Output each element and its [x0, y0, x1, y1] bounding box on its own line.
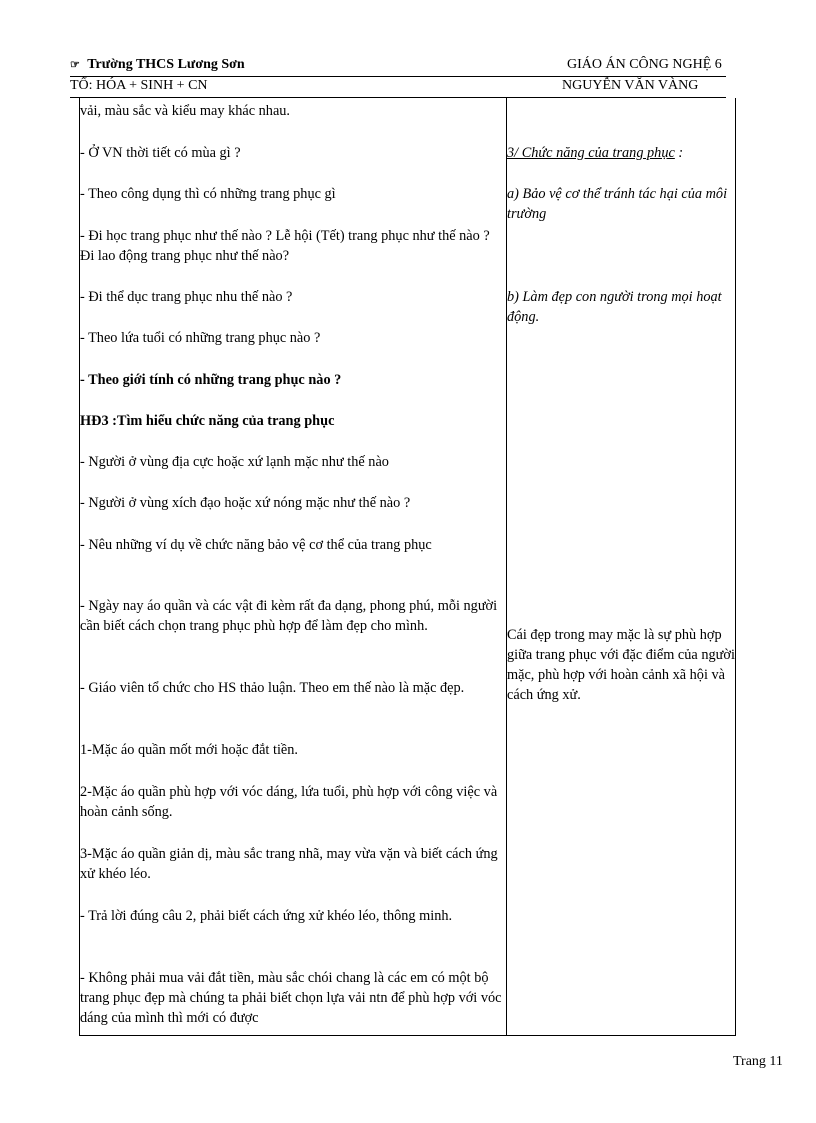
teacher-name: NGUYỄN VĂN VÀNG [562, 78, 699, 93]
question-seasons: - Ở VN thời tiết có mùa gì ? [80, 145, 241, 161]
function-a: a) Bảo vệ cơ thể tránh tác hại của môi trường [507, 186, 728, 222]
question-gender: - Theo giới tính có những trang phục nào ? [80, 372, 342, 388]
option-2: 2-Mặc áo quần phù hợp với vóc dáng, lứa tuổi, phù hợp với công việc và hoàn cảnh sống. [80, 784, 498, 820]
department-group: TỔ: HÓA + SINH + CN [70, 78, 208, 93]
question-occasions: - Đi học trang phục như thế nào ? Lễ hội (Tết) trang phục như thế nào ? Đi lao động trang phục như thế nào? [80, 228, 490, 264]
header-rule-top [70, 76, 726, 77]
question-equator: - Người ở vùng xích đạo hoặc xứ nóng mặc như thế nào ? [80, 495, 411, 511]
document-title: GIÁO ÁN CÔNG NGHỆ 6 [567, 57, 722, 72]
school-name-text: Trường THCS Lương Sơn [87, 57, 245, 72]
school-name [70, 57, 245, 73]
paragraph-conclusion: - Không phải mua vải đắt tiền, màu sắc chói chang là các em có một bộ trang phục đẹp mà chúng ta phải biết chọn lựa vải ntn để phù hợp với vóc dáng của mình thì mới có được [80, 970, 502, 1026]
paragraph-fabric: vải, màu sắc và kiểu may khác nhau. [80, 103, 291, 119]
option-3: 3-Mặc áo quần giản dị, màu sắc trang nhã, may vừa vặn và biết cách ứng xử khéo léo. [80, 846, 498, 882]
function-b: b) Làm đẹp con người trong mọi hoạt động. [507, 289, 722, 325]
question-age: - Theo lứa tuổi có những trang phục nào ? [80, 330, 321, 346]
page-number: Trang 11 [733, 1054, 783, 1069]
question-sports: - Đi thể dục trang phục nhu thế nào ? [80, 289, 293, 305]
question-purpose: - Theo công dụng thì có những trang phục gì [80, 186, 336, 202]
hand-pointer-icon: ☞ [70, 59, 80, 71]
paragraph-choosing-clothes: - Ngày nay áo quần và các vật đi kèm rất đa dạng, phong phú, mỗi người cần biết cách chọn trang phục phù hợp để làm đẹp cho mình. [80, 598, 498, 634]
answer-2: - Trả lời đúng câu 2, phải biết cách ứng xử khéo léo, thông minh. [80, 908, 453, 924]
activity-heading-hd3: HĐ3 :Tìm hiểu chức năng của trang phục [80, 413, 335, 429]
column-divider [506, 98, 507, 1035]
lesson-table [79, 98, 736, 1036]
question-protection-examples: - Nêu những ví dụ về chức năng bảo vệ cơ thể của trang phục [80, 537, 432, 553]
section-heading [507, 143, 735, 163]
beauty-note: Cái đẹp trong may mặc là sự phù hợp giữa trang phục với đặc điểm của người mặc, phù hợp với hoàn cảnh xã hội và cách ứng xử. [507, 627, 735, 703]
question-polar: - Người ở vùng địa cực hoặc xứ lạnh mặc như thế nào [80, 454, 389, 470]
section-heading-colon: : [674, 145, 684, 161]
section-heading-text: 3/ Chức năng của trang phục [507, 145, 675, 161]
option-1: 1-Mặc áo quần mốt mới hoặc đắt tiền. [80, 742, 298, 758]
paragraph-discussion: - Giáo viên tổ chức cho HS thảo luận. Theo em thế nào là mặc đẹp. [80, 680, 465, 696]
